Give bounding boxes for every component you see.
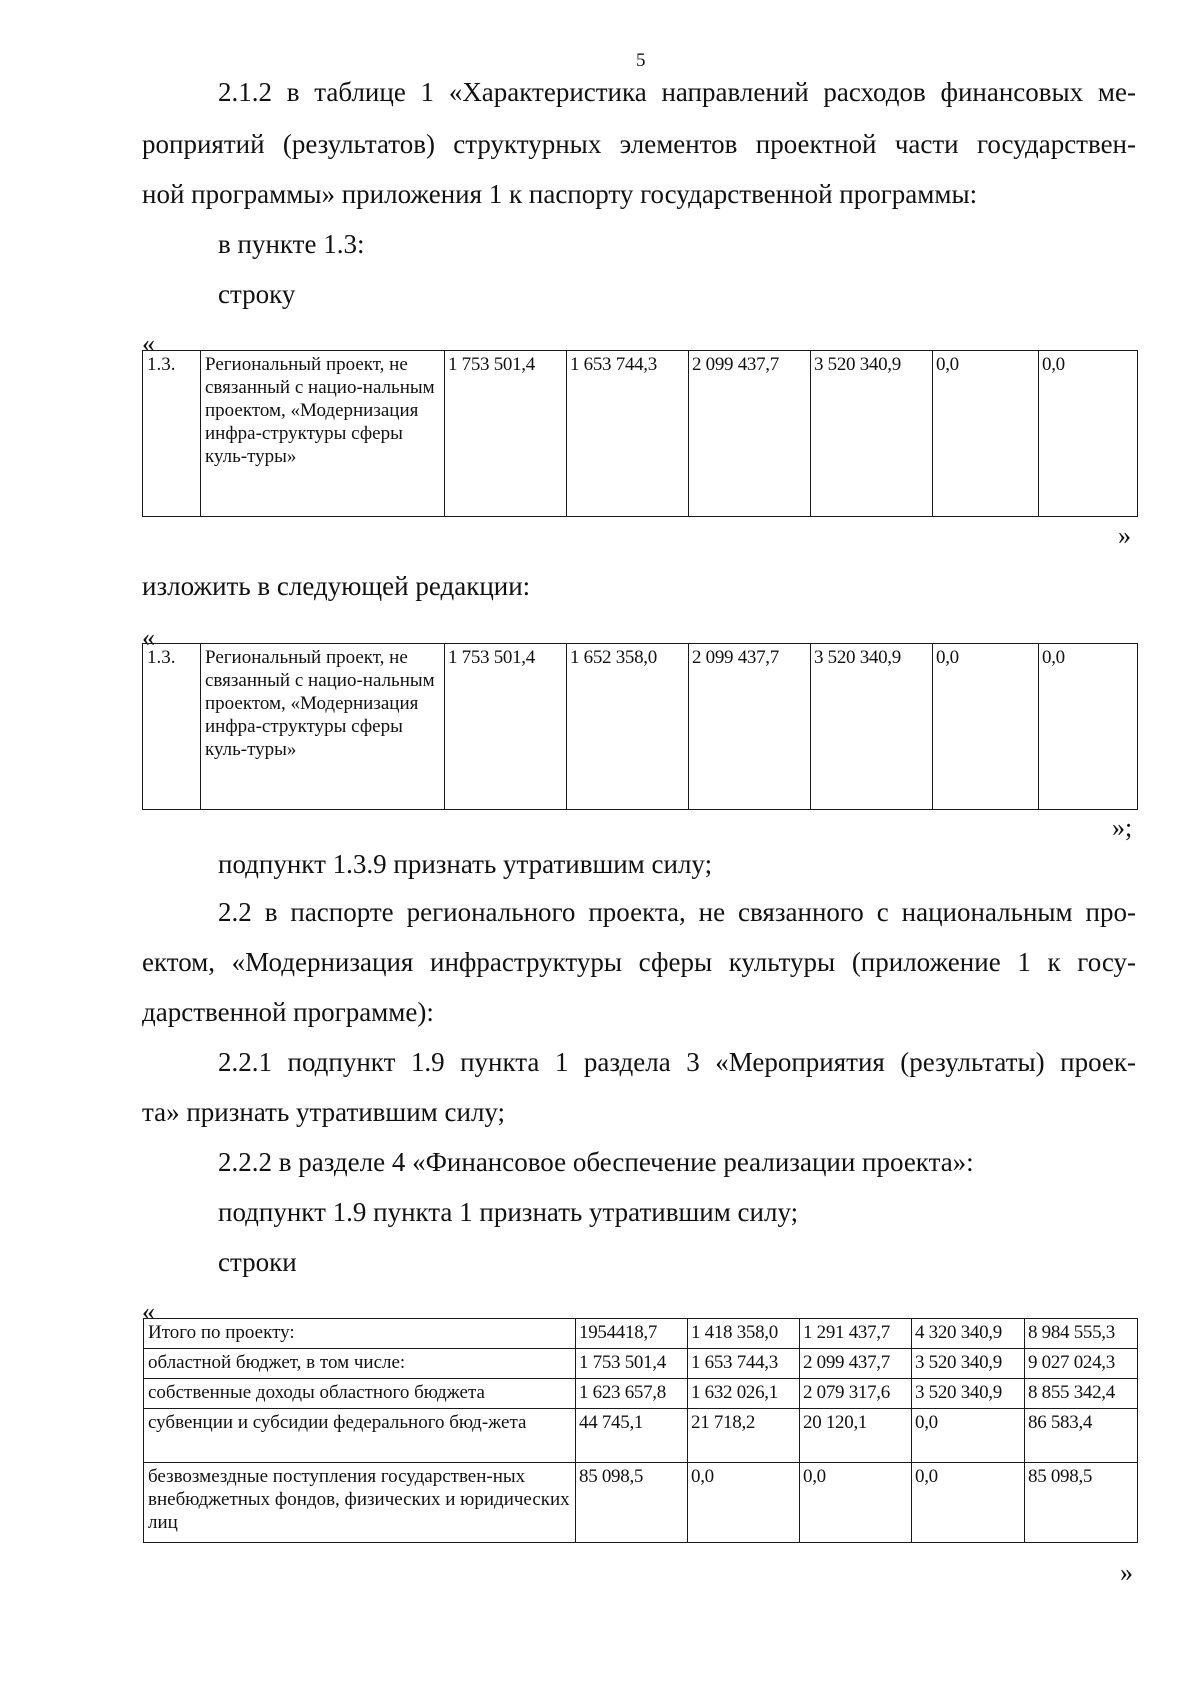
value-cell: 1 291 437,7 xyxy=(800,1319,912,1349)
table-row xyxy=(144,1349,1138,1379)
value-cell: 0,0 xyxy=(1039,644,1138,810)
value-cell: 0,0 xyxy=(800,1463,912,1543)
quote-open-1: « xyxy=(142,329,155,358)
value-cell: 0,0 xyxy=(912,1409,1025,1463)
value-cell: 0,0 xyxy=(688,1463,800,1543)
value-cell: 2 079 317,6 xyxy=(800,1379,912,1409)
intro-line-2: роприятий (результатов) структурных элементов проектной части государствен- xyxy=(142,129,1136,159)
row-name: Региональный проект, не связанный с нацио-нальным проектом, «Модернизация инфра-структуры сферы куль-туры» xyxy=(201,644,445,810)
value-cell: 3 520 340,9 xyxy=(912,1379,1025,1409)
row-number: 1.3. xyxy=(143,644,201,810)
table-new xyxy=(142,643,1138,810)
after-p6: строки xyxy=(218,1247,297,1277)
value-cell: 85 098,5 xyxy=(576,1463,688,1543)
table-row xyxy=(143,351,1138,517)
row-label: субвенции и субсидии федерального бюд-жета xyxy=(144,1409,576,1463)
value-cell: 0,0 xyxy=(912,1463,1025,1543)
middle-text: изложить в следующей редакции: xyxy=(142,571,531,601)
table-row xyxy=(144,1463,1138,1543)
value-cell: 3 520 340,9 xyxy=(811,351,933,517)
row-number: 1.3. xyxy=(143,351,201,517)
page-number: 5 xyxy=(636,50,646,71)
value-cell: 8 855 342,4 xyxy=(1025,1379,1138,1409)
value-cell: 44 745,1 xyxy=(576,1409,688,1463)
quote-close-3: » xyxy=(1120,1558,1133,1587)
value-cell: 2 099 437,7 xyxy=(689,351,811,517)
intro-line-4: в пункте 1.3: xyxy=(218,229,365,259)
quote-close-semicolon: »; xyxy=(1112,813,1133,842)
row-label: Итого по проекту: xyxy=(144,1319,576,1349)
row-name: Региональный проект, не связанный с нацио-нальным проектом, «Модернизация инфра-структуры сферы куль-туры» xyxy=(201,351,445,517)
table-row xyxy=(144,1379,1138,1409)
intro-line-1: 2.1.2 в таблице 1 «Характеристика направлений расходов финансовых ме- xyxy=(218,77,1136,107)
row-label: собственные доходы областного бюджета xyxy=(144,1379,576,1409)
value-cell: 1 753 501,4 xyxy=(445,351,567,517)
value-cell: 3 520 340,9 xyxy=(912,1349,1025,1379)
after-p2-line-3: дарственной программе): xyxy=(142,997,434,1027)
row-label: безвозмездные поступления государствен-ных внебюджетных фондов, физических и юридических лиц xyxy=(144,1463,576,1543)
table-bottom xyxy=(143,1318,1138,1543)
value-cell: 1 753 501,4 xyxy=(445,644,567,810)
value-cell: 0,0 xyxy=(933,351,1039,517)
value-cell: 2 099 437,7 xyxy=(800,1349,912,1379)
value-cell: 86 583,4 xyxy=(1025,1409,1138,1463)
value-cell: 1 653 744,3 xyxy=(567,351,689,517)
row-label: областной бюджет, в том числе: xyxy=(144,1349,576,1379)
table-row xyxy=(144,1409,1138,1463)
value-cell: 21 718,2 xyxy=(688,1409,800,1463)
value-cell: 1 753 501,4 xyxy=(576,1349,688,1379)
value-cell: 2 099 437,7 xyxy=(689,644,811,810)
value-cell: 0,0 xyxy=(1039,351,1138,517)
value-cell: 8 984 555,3 xyxy=(1025,1319,1138,1349)
after-p4: 2.2.2 в разделе 4 «Финансовое обеспечение реализации проекта»: xyxy=(218,1147,974,1177)
value-cell: 3 520 340,9 xyxy=(811,644,933,810)
table-row xyxy=(144,1319,1138,1349)
value-cell: 85 098,5 xyxy=(1025,1463,1138,1543)
after-p3-line-2: та» признать утратившим силу; xyxy=(142,1097,506,1127)
after-p1: подпункт 1.3.9 признать утратившим силу; xyxy=(218,849,713,879)
quote-open-2: « xyxy=(142,623,155,652)
table-row xyxy=(143,644,1138,810)
after-p3-line-1: 2.2.1 подпункт 1.9 пункта 1 раздела 3 «Мероприятия (результаты) проек- xyxy=(218,1047,1136,1077)
value-cell: 1 623 657,8 xyxy=(576,1379,688,1409)
value-cell: 1 652 358,0 xyxy=(567,644,689,810)
after-p2-line-1: 2.2 в паспорте регионального проекта, не связанного с национальным про- xyxy=(218,897,1136,927)
table-old xyxy=(142,350,1138,517)
value-cell: 20 120,1 xyxy=(800,1409,912,1463)
value-cell: 1 653 744,3 xyxy=(688,1349,800,1379)
value-cell: 0,0 xyxy=(933,644,1039,810)
quote-close-1: » xyxy=(1118,521,1131,550)
intro-line-5: строку xyxy=(218,279,296,309)
value-cell: 1 418 358,0 xyxy=(688,1319,800,1349)
quote-open-3: « xyxy=(142,1297,155,1326)
after-p2-line-2: ектом, «Модернизация инфраструктуры сферы культуры (приложение 1 к госу- xyxy=(142,947,1136,977)
after-p5: подпункт 1.9 пункта 1 признать утратившим силу; xyxy=(218,1197,799,1227)
value-cell: 4 320 340,9 xyxy=(912,1319,1025,1349)
value-cell: 1954418,7 xyxy=(576,1319,688,1349)
table-bottom-body xyxy=(144,1319,1138,1543)
value-cell: 1 632 026,1 xyxy=(688,1379,800,1409)
intro-line-3: ной программы» приложения 1 к паспорту государственной программы: xyxy=(142,179,978,209)
value-cell: 9 027 024,3 xyxy=(1025,1349,1138,1379)
